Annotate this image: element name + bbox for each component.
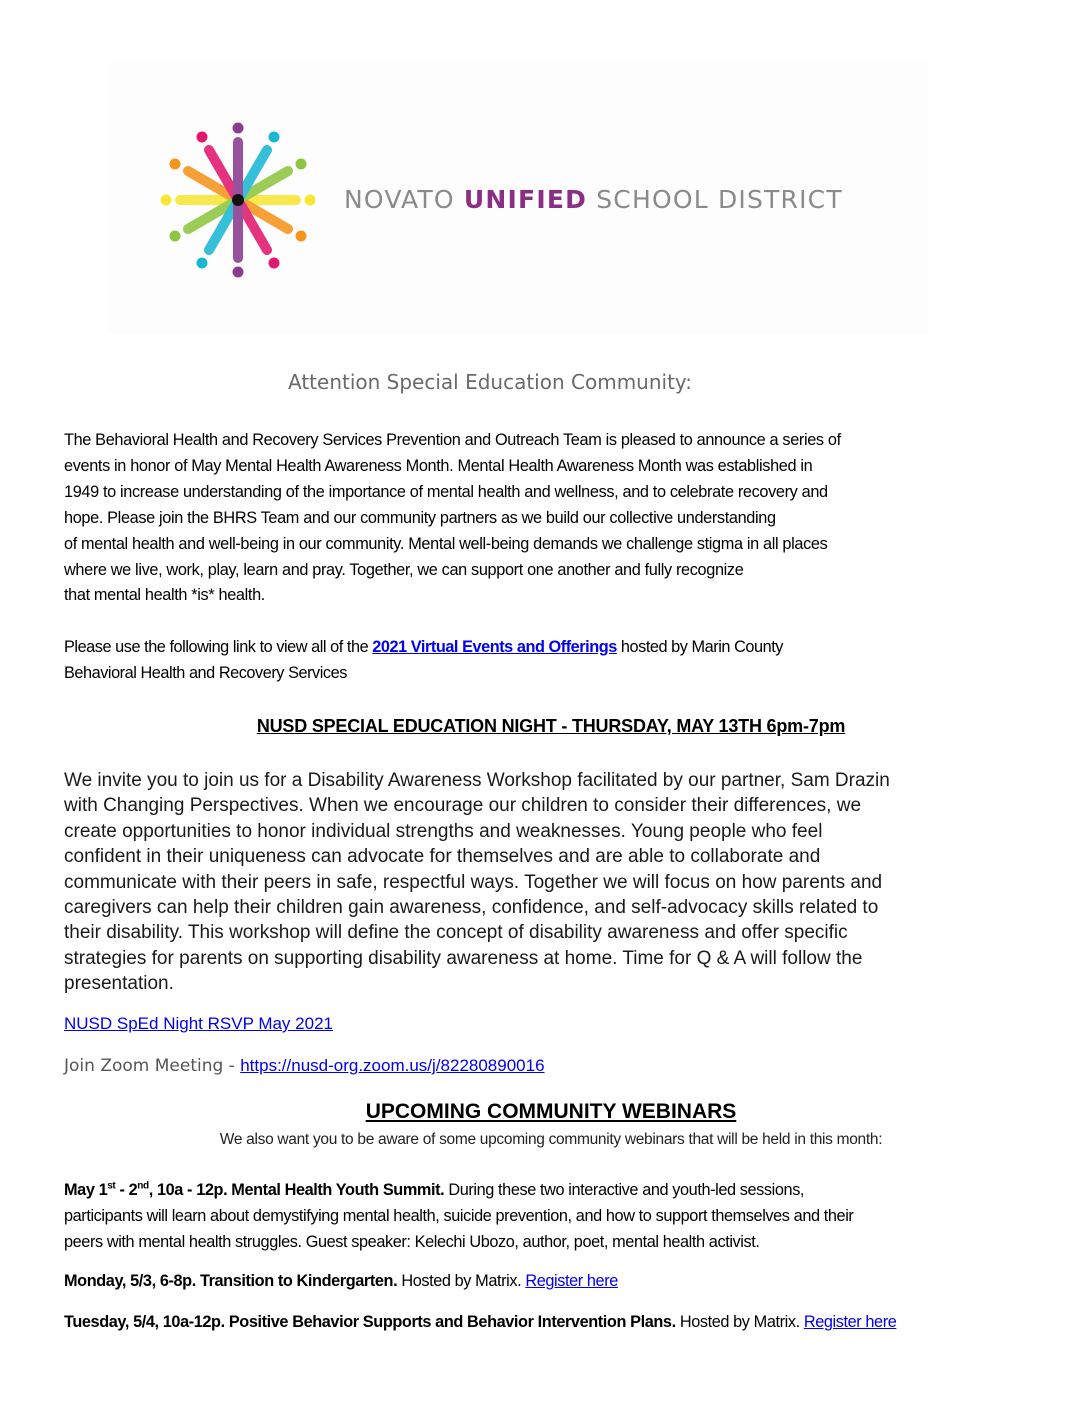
workshop-line: confident in their uniqueness can advocate for themselves and are able to collaborate and (64, 846, 821, 868)
webinar-desc-line: peers with mental health struggles. Guest speaker: Kelechi Ubozo, author, poet, mental health activist. (64, 1233, 760, 1251)
workshop-description (64, 768, 964, 997)
zoom-meeting-link[interactable]: https://nusd-org.zoom.us/j/82280890016 (240, 1056, 545, 1075)
district-name-accent: UNIFIED (463, 185, 588, 214)
workshop-line: strategies for parents on supporting disability awareness at home. Time for Q & A will follow the (64, 947, 863, 969)
district-name-suffix: SCHOOL DISTRICT (596, 185, 843, 214)
events-link-suffix: hosted by Marin County (616, 638, 783, 656)
workshop-line: caregivers can help their children gain awareness, confidence, and self-advocacy skills related to (64, 897, 879, 919)
workshop-line: create opportunities to honor individual strengths and weaknesses. Young people who feel (64, 820, 823, 842)
webinar-host: Hosted by Matrix. (397, 1272, 526, 1290)
district-name-prefix: NOVATO (344, 185, 455, 214)
events-link-line2: Behavioral Health and Recovery Services (64, 664, 347, 682)
workshop-line: with Changing Perspectives. When we encourage our children to consider their differences, we (64, 795, 862, 817)
sped-night-heading (0, 716, 1088, 737)
intro-line: that mental health *is* health. (64, 586, 265, 605)
intro-line: events in honor of May Mental Health Awareness Month. Mental Health Awareness Month was established in (64, 456, 813, 475)
webinars-heading-text: UPCOMING COMMUNITY WEBINARS (365, 1100, 737, 1123)
events-link-paragraph (64, 634, 964, 686)
events-link-prefix: Please use the following link to view all of the (64, 638, 373, 656)
intro-line: of mental health and well-being in our community. Mental well-being demands we challenge stigma in all places (64, 534, 828, 553)
intro-line: hope. Please join the BHRS Team and our community partners as we build our collective understanding (64, 508, 776, 527)
webinar-desc-line: participants will learn about demystifying mental health, suicide prevention, and how to support themselves and their (64, 1207, 854, 1225)
intro-paragraph (64, 428, 964, 609)
webinars-subheading: We also want you to be aware of some upcoming community webinars that will be held in this month: (219, 1131, 883, 1148)
webinar-item-kindergarten (64, 1268, 1024, 1294)
webinar-title: Tuesday, 5/4, 10a-12p. Positive Behavior Supports and Behavior Intervention Plans. (64, 1313, 676, 1331)
sped-night-heading-text: NUSD SPECIAL EDUCATION NIGHT - THURSDAY, MAY 13TH 6pm-7pm (256, 716, 846, 736)
intro-line: where we live, work, play, learn and pray. Together, we can support one another and fully recognize (64, 560, 744, 579)
rsvp-link[interactable]: NUSD SpEd Night RSVP May 2021 (64, 1014, 333, 1033)
zoom-meeting-label: Join Zoom Meeting - (64, 1056, 241, 1076)
workshop-line: We invite you to join us for a Disability Awareness Workshop facilitated by our partner, Sam Drazin (64, 770, 890, 791)
intro-line: The Behavioral Health and Recovery Services Prevention and Outreach Team is pleased to announce a series of (64, 431, 841, 449)
virtual-events-link[interactable]: 2021 Virtual Events and Offerings (372, 638, 617, 656)
rsvp-row (64, 1014, 333, 1034)
attention-heading-text: Attention Special Education Community: (288, 370, 693, 394)
intro-line: 1949 to increase understanding of the importance of mental health and wellness, and to celebrate recovery and (64, 482, 828, 501)
zoom-meeting-row (64, 1056, 545, 1076)
starburst-logo-icon (158, 120, 318, 280)
district-name (344, 185, 843, 214)
workshop-line: presentation. (64, 973, 174, 995)
webinar-title: Monday, 5/3, 6-8p. Transition to Kindergarten. (64, 1272, 398, 1290)
register-link-kindergarten[interactable]: Register here (525, 1272, 618, 1290)
webinar-title: . Mental Health Youth Summit. (223, 1181, 445, 1199)
attention-heading (0, 370, 1088, 394)
register-link-behavior-supports[interactable]: Register here (803, 1313, 897, 1331)
webinar-item-youth-summit (64, 1177, 1024, 1255)
workshop-line: communicate with their peers in safe, respectful ways. Together we will focus on how parents and (64, 871, 883, 893)
workshop-line: their disability. This workshop will define the concept of disability awareness and offer specific (64, 922, 848, 944)
webinar-item-behavior-supports (64, 1309, 1024, 1335)
district-logo-banner (108, 62, 928, 334)
webinar-host: Hosted by Matrix. (675, 1313, 804, 1331)
webinar-desc: During these two interactive and youth-led sessions, (444, 1181, 805, 1199)
webinar-date: May 1st - 2nd, 10a - 12p (64, 1180, 224, 1199)
webinars-heading (0, 1100, 1088, 1124)
